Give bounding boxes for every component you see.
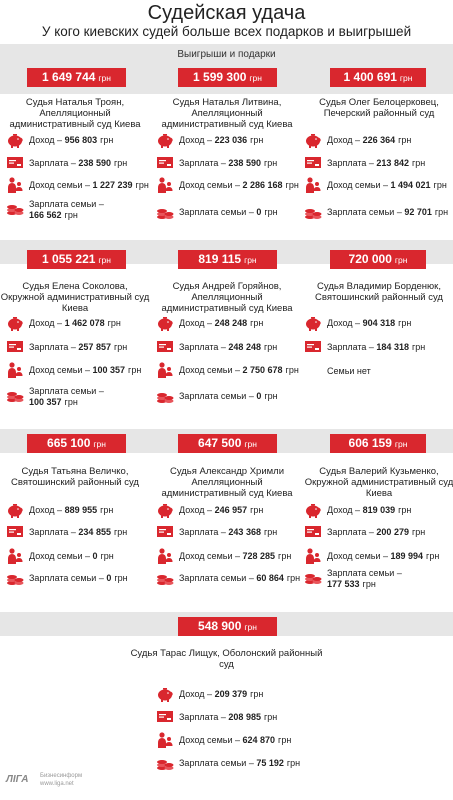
family-income-row [5, 175, 149, 195]
row-label: Доход – [179, 689, 215, 699]
row-value: 226 364 [362, 135, 396, 145]
row-text [29, 527, 127, 537]
row-value: 238 590 [78, 158, 111, 168]
piggy-bank-icon [155, 314, 175, 332]
row-currency: грн [250, 505, 264, 515]
row-text [327, 342, 425, 352]
amount-badge [330, 434, 426, 453]
amount-value: 1 649 744 [42, 70, 96, 84]
amount-unit: грн [394, 255, 408, 265]
piggy-bank-icon [5, 501, 25, 519]
row-currency: грн [411, 158, 426, 168]
row-value: 819 039 [362, 505, 396, 515]
judge-name: Судья Наталья Литвина, Апелляционный административный суд Киева [161, 97, 293, 130]
judge-name: Судья Татьяна Величко, Святошинский районный суд [11, 466, 139, 488]
row-currency: грн [362, 579, 376, 589]
salary-row [5, 337, 127, 357]
amount-badge [178, 68, 277, 87]
row-currency: грн [107, 318, 121, 328]
salary-card-icon [303, 338, 323, 356]
family-income-row [155, 175, 299, 195]
row-currency: грн [100, 505, 114, 515]
family-income-row [155, 360, 299, 380]
amount-value: 1 400 691 [343, 70, 397, 84]
row-text [179, 342, 277, 352]
row-value: 184 318 [376, 342, 409, 352]
family-income-row [303, 546, 439, 566]
liga-logo: ЛІГА [6, 774, 29, 785]
page-title: Судейская удача [147, 2, 306, 24]
row-value: 60 864 [256, 573, 284, 583]
family-icon [5, 547, 25, 565]
section-label: Выигрыши и подарки [177, 49, 276, 60]
row-value: 234 855 [78, 527, 111, 537]
salary-row [155, 522, 277, 542]
row-label: Доход – [29, 135, 65, 145]
row-currency: грн [398, 505, 412, 515]
row-label: Доход – [179, 135, 215, 145]
no-family-note: Семьи нет [327, 366, 371, 376]
footer-brand: Бизнесинформ [40, 773, 83, 779]
row-value: 904 318 [362, 318, 396, 328]
row-label: Зарплата – [29, 342, 79, 352]
row-label: Доход – [29, 505, 65, 515]
family-icon [303, 176, 323, 194]
amount-value: 647 500 [198, 436, 242, 450]
amount-unit: грн [244, 255, 257, 265]
salary-card-icon [5, 154, 25, 172]
row-value: 223 036 [214, 135, 248, 145]
amount-badge [178, 250, 277, 269]
family-icon [155, 361, 175, 379]
row-currency: грн [114, 573, 128, 583]
row-text [179, 365, 299, 375]
row-label: Зарплата семьи – [29, 573, 107, 583]
row-currency: грн [398, 135, 412, 145]
amount-badge [27, 434, 126, 453]
judge-name: Судья Олег Белоцерковец, Печерский районный суд [319, 97, 439, 119]
row-currency: грн [263, 712, 278, 722]
coins-stack-icon [5, 569, 25, 587]
amount-value: 665 100 [47, 436, 91, 450]
income-row [303, 130, 411, 150]
row-text [327, 180, 447, 190]
row-label: Зарплата семьи – [29, 386, 104, 396]
family-income-row [5, 360, 141, 380]
row-value: 0 [92, 551, 98, 561]
amount-badge [27, 250, 126, 269]
row-text [29, 505, 113, 515]
income-row [5, 500, 113, 520]
row-value: 257 857 [78, 342, 111, 352]
coins-stack-icon [155, 203, 175, 221]
income-row [155, 130, 263, 150]
row-value: 208 985 [228, 712, 261, 722]
row-value: 100 357 [29, 397, 62, 407]
row-value: 189 994 [390, 551, 424, 561]
row-currency: грн [264, 207, 278, 217]
family-salary-row [5, 568, 128, 588]
row-label: Доход – [29, 318, 65, 328]
row-label: Доход семьи – [179, 365, 243, 375]
amount-unit: грн [98, 255, 111, 265]
family-icon [155, 731, 175, 749]
row-value: 728 285 [242, 551, 276, 561]
row-label: Доход семьи – [29, 551, 93, 561]
salary-card-icon [155, 708, 175, 726]
amount-value: 1 599 300 [193, 70, 247, 84]
row-value: 624 870 [242, 735, 276, 745]
row-text [29, 573, 128, 583]
judge-name: Судья Наталья Троян, Апелляционный административный суд Киева [9, 97, 141, 130]
row-currency: грн [286, 573, 301, 583]
salary-card-icon [155, 154, 175, 172]
row-value: 248 248 [214, 318, 248, 328]
salary-card-icon [155, 338, 175, 356]
judge-name: Судья Владимир Борденюк, Святошинский районный суд [315, 281, 443, 303]
piggy-bank-icon [303, 314, 323, 332]
family-income-row [303, 175, 447, 195]
amount-badge [330, 250, 426, 269]
row-label: Зарплата – [327, 158, 377, 168]
row-currency: грн [250, 135, 264, 145]
row-currency: грн [426, 551, 440, 561]
row-value: 956 803 [64, 135, 98, 145]
row-value: 0 [256, 207, 262, 217]
row-currency: грн [263, 158, 278, 168]
salary-row [303, 337, 425, 357]
row-text [29, 386, 104, 408]
row-label: Зарплата – [327, 527, 377, 537]
footer-url: www.liga.net [40, 781, 74, 787]
salary-card-icon [5, 523, 25, 541]
row-label: Доход – [179, 505, 215, 515]
row-text [29, 318, 121, 328]
amount-unit: грн [399, 73, 413, 83]
row-value: 1 494 021 [390, 180, 431, 190]
judge-name: Судья Елена Соколова, Окружной административный суд Киева [0, 281, 150, 314]
row-label: Доход семьи – [179, 551, 243, 561]
row-value: 177 533 [327, 579, 360, 589]
family-icon [303, 547, 323, 565]
row-label: Доход – [327, 505, 363, 515]
row-text [179, 505, 263, 515]
row-label: Зарплата семьи – [327, 207, 405, 217]
row-text [29, 365, 141, 375]
coins-stack-icon [155, 569, 175, 587]
family-icon [5, 361, 25, 379]
income-row [155, 313, 263, 333]
row-text [179, 135, 263, 145]
row-text [29, 180, 149, 190]
row-currency: грн [135, 180, 149, 190]
row-currency: грн [128, 365, 142, 375]
piggy-bank-icon [5, 131, 25, 149]
row-currency: грн [64, 397, 78, 407]
income-row [155, 684, 263, 704]
amount-value: 548 900 [198, 619, 242, 633]
judge-name: Судья Андрей Горяйнов, Апелляционный административный суд Киева [161, 281, 293, 314]
piggy-bank-icon [303, 501, 323, 519]
row-text [327, 158, 425, 168]
row-value: 0 [256, 391, 262, 401]
row-value: 2 750 678 [242, 365, 283, 375]
row-text [327, 135, 411, 145]
row-label: Зарплата семьи – [179, 573, 257, 583]
piggy-bank-icon [155, 685, 175, 703]
row-currency: грн [113, 527, 128, 537]
row-currency: грн [263, 342, 278, 352]
coins-stack-icon [5, 199, 25, 217]
row-text [327, 505, 411, 515]
coins-stack-icon [5, 386, 25, 404]
row-label: Доход семьи – [29, 365, 93, 375]
family-income-row [155, 730, 291, 750]
row-value: 1 227 239 [92, 180, 133, 190]
row-currency: грн [286, 758, 301, 768]
row-text [179, 758, 300, 768]
row-value: 75 192 [256, 758, 284, 768]
family-salary-row [155, 202, 278, 222]
family-income-row [155, 546, 291, 566]
row-text [179, 735, 291, 745]
row-label: Доход семьи – [179, 735, 243, 745]
amount-unit: грн [98, 73, 111, 83]
row-value: 2 286 168 [242, 180, 283, 190]
amount-unit: грн [244, 439, 257, 449]
row-text [179, 207, 278, 217]
amount-value: 606 159 [348, 436, 392, 450]
row-label: Зарплата – [179, 158, 229, 168]
row-currency: грн [264, 391, 278, 401]
row-value: 248 248 [228, 342, 261, 352]
row-text [29, 199, 104, 221]
row-value: 92 701 [404, 207, 432, 217]
row-text [179, 573, 300, 583]
row-currency: грн [285, 180, 299, 190]
row-label: Доход семьи – [29, 180, 93, 190]
row-currency: грн [100, 135, 114, 145]
row-text [327, 318, 411, 328]
row-value: 213 842 [376, 158, 409, 168]
row-text [179, 318, 263, 328]
salary-card-icon [5, 338, 25, 356]
amount-unit: грн [244, 622, 257, 632]
row-currency: грн [64, 210, 78, 220]
coins-stack-icon [155, 754, 175, 772]
amount-badge [178, 617, 277, 636]
row-label: Доход – [327, 135, 363, 145]
row-text [179, 527, 277, 537]
row-label: Зарплата семьи – [179, 391, 257, 401]
row-label: Зарплата семьи – [179, 758, 257, 768]
row-label: Доход – [179, 318, 215, 328]
family-salary-row [303, 568, 402, 588]
row-text [29, 342, 127, 352]
amount-value: 819 115 [198, 252, 242, 266]
amount-value: 1 055 221 [42, 252, 96, 266]
row-value: 889 955 [64, 505, 98, 515]
row-value: 246 957 [214, 505, 248, 515]
family-income-row [5, 546, 114, 566]
amount-unit: грн [394, 439, 408, 449]
row-currency: грн [411, 527, 426, 537]
row-text [179, 158, 277, 168]
row-text [327, 207, 448, 217]
salary-card-icon [303, 523, 323, 541]
row-label: Доход семьи – [327, 551, 391, 561]
row-currency: грн [398, 318, 412, 328]
row-text [327, 551, 439, 561]
salary-card-icon [155, 523, 175, 541]
salary-row [155, 337, 277, 357]
row-currency: грн [434, 207, 449, 217]
row-text [327, 527, 425, 537]
row-label: Зарплата семьи – [179, 207, 257, 217]
family-salary-row [5, 199, 104, 219]
row-currency: грн [285, 365, 299, 375]
row-label: Зарплата – [179, 712, 229, 722]
family-salary-row [303, 202, 448, 222]
row-currency: грн [100, 551, 114, 561]
family-salary-row [155, 753, 300, 773]
income-row [5, 130, 113, 150]
coins-stack-icon [155, 387, 175, 405]
row-value: 100 357 [92, 365, 126, 375]
row-text [29, 158, 127, 168]
row-value: 209 379 [214, 689, 248, 699]
row-label: Зарплата – [29, 158, 79, 168]
row-value: 238 590 [228, 158, 261, 168]
row-currency: грн [433, 180, 447, 190]
family-icon [5, 176, 25, 194]
salary-row [155, 707, 277, 727]
row-label: Доход семьи – [327, 180, 391, 190]
row-label: Зарплата – [29, 527, 79, 537]
row-text [179, 391, 278, 401]
income-row [5, 313, 121, 333]
amount-badge [330, 68, 426, 87]
row-label: Зарплата семьи – [29, 199, 104, 209]
row-currency: грн [113, 342, 128, 352]
row-label: Доход – [327, 318, 363, 328]
row-value: 200 279 [376, 527, 409, 537]
salary-card-icon [303, 154, 323, 172]
row-value: 0 [106, 573, 112, 583]
row-currency: грн [263, 527, 278, 537]
row-value: 166 562 [29, 210, 62, 220]
row-text [179, 712, 277, 722]
amount-unit: грн [249, 73, 262, 83]
amount-badge [27, 68, 126, 87]
row-value: 1 462 078 [64, 318, 105, 328]
row-text [29, 135, 113, 145]
family-icon [155, 176, 175, 194]
row-text [29, 551, 114, 561]
page-subtitle: У кого киевских судей больше всех подарков и выигрышей [41, 24, 412, 39]
row-text [179, 551, 291, 561]
row-label: Доход семьи – [179, 180, 243, 190]
row-currency: грн [278, 735, 292, 745]
row-currency: грн [113, 158, 128, 168]
judge-name: Судья Александр Хримли Апелляционный административный суд Киева [161, 466, 293, 499]
row-currency: грн [278, 551, 292, 561]
salary-row [303, 522, 425, 542]
piggy-bank-icon [5, 314, 25, 332]
row-text [179, 689, 263, 699]
row-label: Зарплата – [179, 527, 229, 537]
row-text [327, 568, 402, 590]
piggy-bank-icon [155, 131, 175, 149]
judge-name: Судья Тарас Лищук, Оболонский районный суд [130, 648, 323, 670]
amount-unit: грн [93, 439, 106, 449]
row-text [179, 180, 299, 190]
salary-row [155, 153, 277, 173]
row-currency: грн [411, 342, 426, 352]
amount-value: 720 000 [348, 252, 392, 266]
family-salary-row [155, 568, 300, 588]
piggy-bank-icon [155, 501, 175, 519]
salary-row [303, 153, 425, 173]
family-salary-row [5, 386, 104, 406]
family-icon [155, 547, 175, 565]
family-salary-row [155, 386, 278, 406]
row-currency: грн [250, 689, 264, 699]
row-currency: грн [250, 318, 264, 328]
judge-name: Судья Валерий Кузьменко, Окружной административный суд Киева [304, 466, 453, 499]
row-label: Зарплата – [179, 342, 229, 352]
coins-stack-icon [303, 203, 323, 221]
row-label: Зарплата семьи – [327, 568, 402, 578]
piggy-bank-icon [303, 131, 323, 149]
income-row [303, 313, 411, 333]
income-row [155, 500, 263, 520]
row-label: Зарплата – [327, 342, 377, 352]
row-value: 243 368 [228, 527, 261, 537]
income-row [303, 500, 411, 520]
amount-badge [178, 434, 277, 453]
coins-stack-icon [303, 568, 323, 586]
salary-row [5, 522, 127, 542]
salary-row [5, 153, 127, 173]
